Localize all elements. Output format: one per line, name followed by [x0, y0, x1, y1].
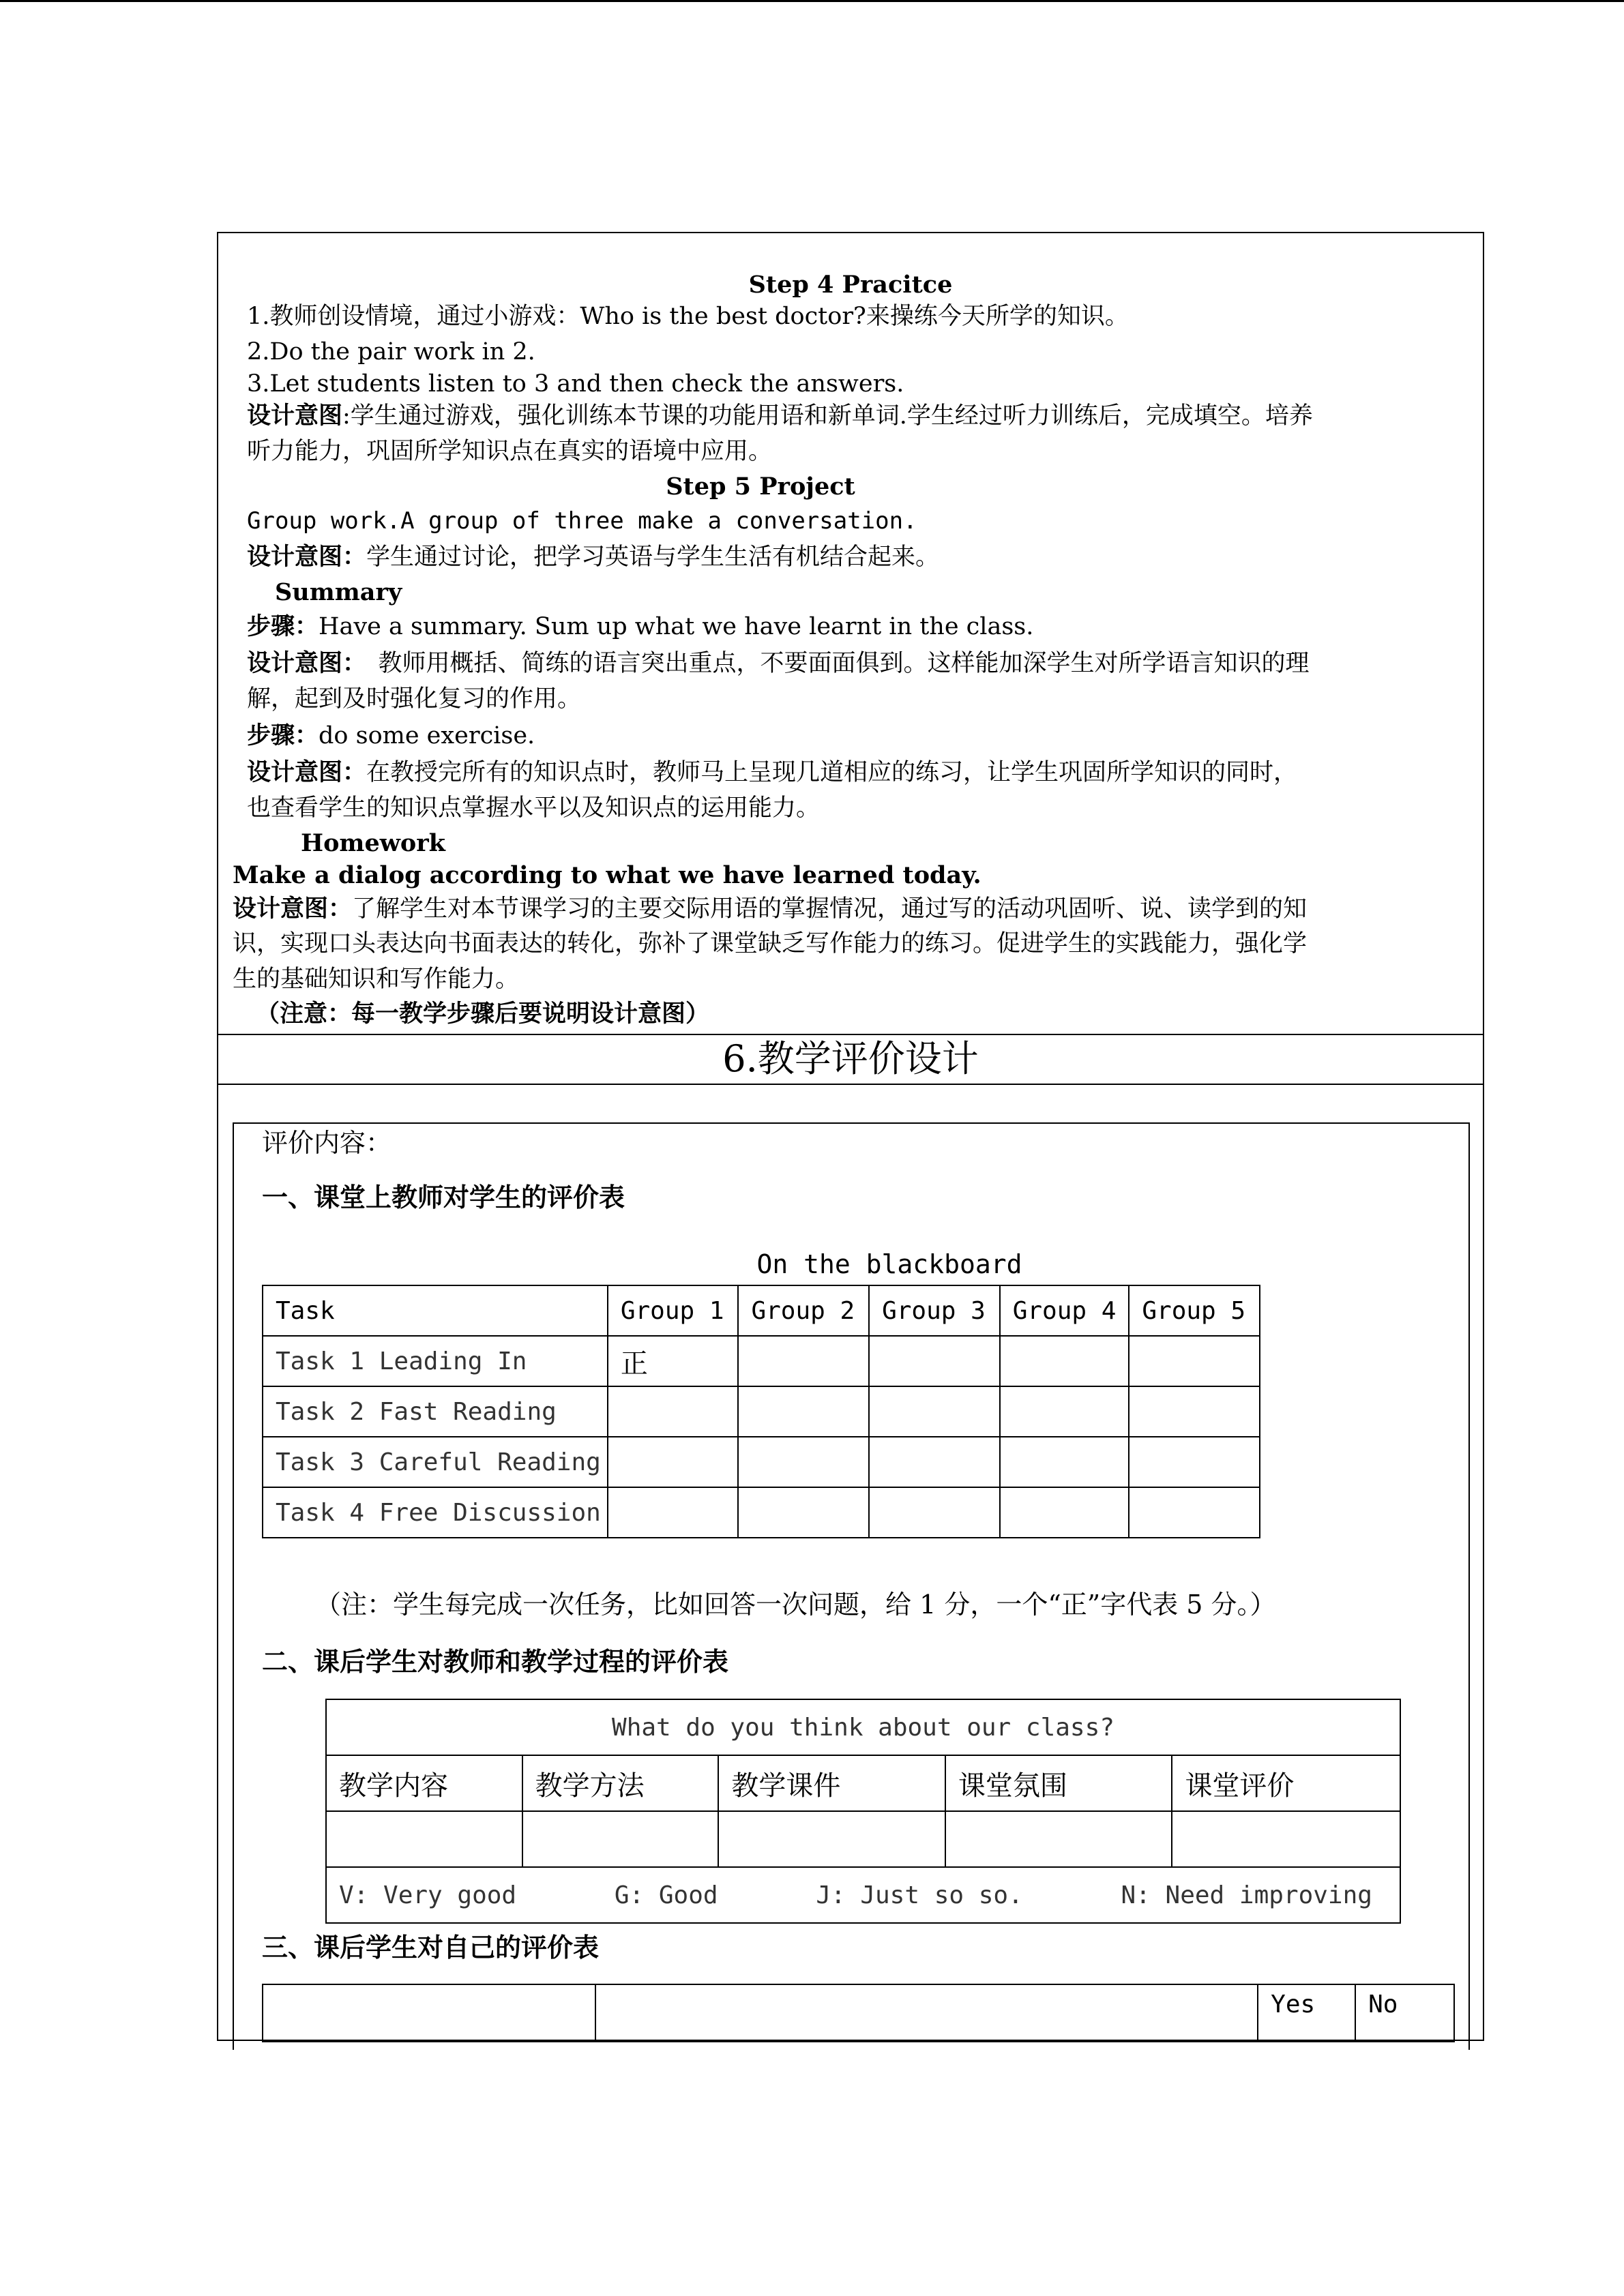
rating-cell[interactable]	[945, 1811, 1172, 1867]
table-row	[263, 1487, 1260, 1538]
task-cell: Task 4 Free Discussion	[263, 1487, 608, 1538]
intent-text: 教师用概括、简练的语言突出重点，不要面面俱到。这样能加深学生对所学语言知识的理	[354, 650, 1310, 677]
part3-title: 三、课后学生对自己的评价表	[262, 1932, 600, 1963]
intent-text: :学生通过游戏，强化训练本节课的功能用语和新单词.学生经过听力训练后，完成填空。培养	[342, 402, 1313, 430]
intent-text: 了解学生对本节课学习的主要交际用语的掌握情况，通过写的活动巩固听、说、读学到的知	[352, 895, 1308, 923]
summary-step2	[247, 720, 535, 751]
section6-title: 6.教学评价设计	[722, 1037, 979, 1080]
score-cell	[1000, 1437, 1130, 1487]
score-cell	[608, 1437, 739, 1487]
table1-caption: On the blackboard	[756, 1249, 1022, 1279]
header-cell: Task	[263, 1285, 608, 1336]
score-cell	[1129, 1386, 1260, 1437]
divider	[217, 1084, 1484, 1085]
score-cell	[869, 1487, 1000, 1538]
table-caption-row	[326, 1699, 1400, 1755]
task-cell: Task 1 Leading In	[263, 1336, 608, 1386]
student-feedback-table	[325, 1699, 1401, 1924]
step-label: 步骤：	[247, 612, 319, 640]
homework-intent-cont1: 识，实现口头表达向书面表达的转化，弥补了课堂缺乏写作能力的练习。促进学生的实践能力，强化学	[233, 930, 1308, 957]
rating-cell[interactable]	[718, 1811, 945, 1867]
table-row	[263, 1386, 1260, 1437]
score-cell	[1000, 1386, 1130, 1437]
legend-item: N: Need improving	[1121, 1881, 1372, 1909]
header-cell: 课堂评价	[1172, 1755, 1400, 1811]
summary-intent-cont: 解，起到及时强化复习的作用。	[247, 685, 582, 713]
legend-item: V: Very good	[339, 1881, 517, 1909]
summary-intent2-cont: 也查看学生的知识点掌握水平以及知识点的运用能力。	[247, 794, 821, 822]
intent-text: 学生通过讨论，把学习英语与学生生活有机结合起来。	[366, 543, 940, 571]
evaluation-content-label: 评价内容：	[262, 1128, 392, 1158]
table2-caption: What do you think about our class?	[326, 1699, 1400, 1755]
header-cell: 教学课件	[718, 1755, 945, 1811]
step4-line3: 3.Let students listen to 3 and then check the answers.	[247, 370, 904, 398]
teacher-evaluation-table	[262, 1285, 1260, 1538]
rating-cell[interactable]	[522, 1811, 719, 1867]
score-cell	[738, 1487, 869, 1538]
homework-intent	[233, 893, 1307, 925]
yes-header: Yes	[1258, 1984, 1355, 2042]
score-cell	[869, 1386, 1000, 1437]
score-cell	[608, 1487, 739, 1538]
intent-label: 设计意图：	[233, 895, 353, 923]
table-row	[326, 1811, 1400, 1867]
summary-intent2	[247, 757, 1297, 788]
self-evaluation-table	[262, 1984, 1455, 2042]
header-cell: 教学内容	[326, 1755, 522, 1811]
intent-label: 设计意图	[247, 402, 343, 430]
header-cell: Group 3	[869, 1285, 1000, 1336]
part1-title: 一、课堂上教师对学生的评价表	[262, 1182, 625, 1212]
score-cell	[1129, 1437, 1260, 1487]
score-cell	[1129, 1336, 1260, 1386]
homework-title: Homework	[301, 829, 445, 857]
table-row	[263, 1336, 1260, 1386]
task-cell: Task 3 Careful Reading	[263, 1437, 608, 1487]
table-header-row	[326, 1755, 1400, 1811]
header-cell: Group 4	[1000, 1285, 1130, 1336]
rating-cell[interactable]	[1172, 1811, 1400, 1867]
step-text: do some exercise.	[319, 722, 535, 749]
score-cell	[738, 1386, 869, 1437]
table-row	[263, 1437, 1260, 1487]
step5-intent	[247, 541, 939, 573]
table-header-row	[263, 1285, 1260, 1336]
table-header-row	[263, 1984, 1454, 2042]
step4-intent	[247, 400, 1313, 432]
intent-label: 设计意图：	[247, 543, 367, 571]
score-cell	[869, 1336, 1000, 1386]
score-cell	[738, 1336, 869, 1386]
score-cell	[738, 1437, 869, 1487]
header-cell: 课堂氛围	[945, 1755, 1172, 1811]
summary-step	[247, 611, 1033, 642]
top-border-line	[0, 0, 1624, 2]
step4-line1: 1.教师创设情境，通过小游戏：Who is the best doctor?来操练今天所学的知识。	[247, 303, 1129, 330]
intent-label: 设计意图：	[247, 758, 367, 786]
legend-item: G: Good	[614, 1881, 718, 1909]
header-cell: 教学方法	[522, 1755, 719, 1811]
homework-task: Make a dialog according to what we have learned today.	[233, 861, 981, 889]
step4-intent-cont: 听力能力，巩固所学知识点在真实的语境中应用。	[247, 438, 773, 465]
summary-title: Summary	[275, 578, 402, 606]
no-header: No	[1355, 1984, 1454, 2042]
header-cell: Group 1	[608, 1285, 739, 1336]
rating-cell[interactable]	[326, 1811, 522, 1867]
header-cell: Group 2	[738, 1285, 869, 1336]
table1-note: （注：学生每完成一次任务，比如回答一次问题，给 1 分，一个“正”字代表 5 分。）	[315, 1590, 1276, 1620]
score-cell	[608, 1386, 739, 1437]
step5-title: Step 5 Project	[666, 473, 855, 501]
intent-text: 在教授完所有的知识点时，教师马上呈现几道相应的练习，让学生巩固所学知识的同时，	[366, 759, 1298, 786]
score-cell	[1000, 1336, 1130, 1386]
rating-legend	[326, 1867, 1400, 1923]
header-cell	[263, 1984, 595, 2042]
score-cell	[1129, 1487, 1260, 1538]
legend-item: J: Just so so.	[816, 1881, 1023, 1909]
score-cell	[1000, 1487, 1130, 1538]
header-cell: Group 5	[1129, 1285, 1260, 1336]
header-cell	[595, 1984, 1258, 2042]
score-cell: 正	[608, 1336, 739, 1386]
summary-intent	[247, 648, 1310, 679]
homework-note: （注意：每一教学步骤后要说明设计意图）	[256, 1000, 710, 1028]
step-text: Have a summary. Sum up what we have learnt in the class.	[319, 613, 1034, 640]
step-label: 步骤：	[247, 721, 319, 749]
part2-title: 二、课后学生对教师和教学过程的评价表	[262, 1646, 729, 1677]
step4-title: Step 4 Pracitce	[748, 271, 953, 299]
step4-line2: 2.Do the pair work in 2.	[247, 338, 535, 366]
homework-intent-cont2: 生的基础知识和写作能力。	[233, 966, 520, 993]
legend-row	[326, 1867, 1400, 1923]
task-cell: Task 2 Fast Reading	[263, 1386, 608, 1437]
score-cell	[869, 1437, 1000, 1487]
step5-group-work: Group work.A group of three make a conversation.	[247, 507, 917, 535]
intent-label: 设计意图：	[247, 649, 355, 677]
